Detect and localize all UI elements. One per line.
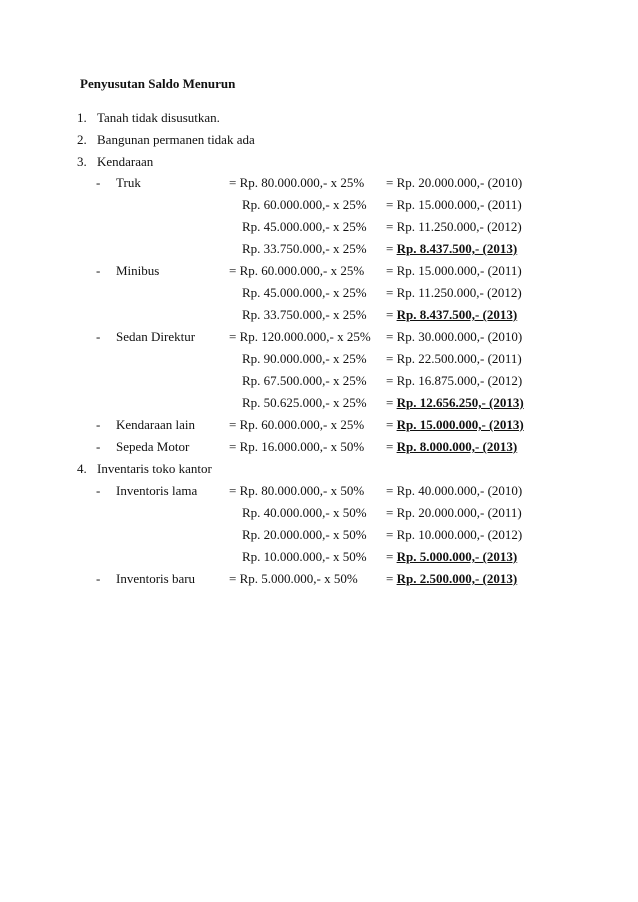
depreciation-formula: = Rp. 120.000.000,- x 25% [229, 329, 371, 344]
depreciation-result: = Rp. 10.000.000,- (2012) [386, 527, 523, 542]
depreciation-row [0, 525, 638, 545]
item-text: Bangunan permanen tidak ada [97, 132, 255, 147]
list-item-1 [0, 108, 638, 128]
depreciation-formula: Rp. 20.000.000,- x 50% [242, 527, 367, 542]
result-value: Rp. 5.000.000,- (2013) [396, 549, 518, 564]
item-text: Tanah tidak disusutkan. [97, 110, 220, 125]
item-number: 4. [77, 461, 87, 476]
depreciation-formula: Rp. 60.000.000,- x 25% [242, 197, 367, 212]
asset-name: Truk [116, 175, 141, 190]
asset-name: Inventoris lama [116, 483, 198, 498]
depreciation-row [0, 327, 638, 347]
result-equals: = [386, 549, 397, 564]
result-value: Rp. 8.437.500,- (2013) [396, 307, 518, 322]
asset-name: Inventoris baru [116, 571, 196, 586]
item-text: Kendaraan [97, 154, 154, 169]
result-value: Rp. 12.656.250,- (2013) [396, 395, 524, 410]
row-bullet: - [96, 263, 101, 278]
result-equals: = [386, 307, 397, 322]
depreciation-row [0, 349, 638, 369]
depreciation-row [0, 217, 638, 237]
item-number: 1. [77, 110, 87, 125]
depreciation-result: = Rp. 22.500.000,- (2011) [386, 351, 522, 366]
list-item-2 [0, 130, 638, 150]
depreciation-row [0, 437, 638, 457]
depreciation-formula: Rp. 50.625.000,- x 25% [242, 395, 367, 410]
row-bullet: - [96, 439, 101, 454]
row-bullet: - [96, 175, 101, 190]
asset-name: Kendaraan lain [116, 417, 196, 432]
depreciation-row [0, 503, 638, 523]
depreciation-formula: Rp. 45.000.000,- x 25% [242, 219, 367, 234]
depreciation-result: = Rp. 16.875.000,- (2012) [386, 373, 523, 388]
depreciation-row [0, 305, 638, 325]
item-text: Inventaris toko kantor [97, 461, 212, 476]
result-equals: = [386, 241, 397, 256]
document-title: Penyusutan Saldo Menurun [80, 76, 236, 91]
depreciation-formula: = Rp. 16.000.000,- x 50% [229, 439, 365, 454]
depreciation-result [386, 305, 517, 325]
depreciation-formula: Rp. 33.750.000,- x 25% [242, 241, 367, 256]
depreciation-row [0, 195, 638, 215]
depreciation-row [0, 261, 638, 281]
result-equals: = [386, 417, 397, 432]
result-equals: = [386, 395, 397, 410]
depreciation-row [0, 173, 638, 193]
result-value: Rp. 15.000.000,- (2013) [396, 417, 524, 432]
depreciation-formula: Rp. 40.000.000,- x 50% [242, 505, 367, 520]
row-bullet: - [96, 571, 101, 586]
result-equals: = [386, 571, 397, 586]
depreciation-row [0, 415, 638, 435]
depreciation-row [0, 481, 638, 501]
depreciation-result [386, 239, 517, 259]
depreciation-result [386, 393, 524, 413]
result-value: Rp. 8.437.500,- (2013) [396, 241, 518, 256]
depreciation-formula: Rp. 45.000.000,- x 25% [242, 285, 367, 300]
asset-name: Minibus [116, 263, 160, 278]
depreciation-row [0, 547, 638, 567]
depreciation-result: = Rp. 40.000.000,- (2010) [386, 483, 523, 498]
depreciation-result [386, 569, 517, 589]
depreciation-row [0, 371, 638, 391]
depreciation-result: = Rp. 15.000.000,- (2011) [386, 263, 522, 278]
depreciation-formula: Rp. 90.000.000,- x 25% [242, 351, 367, 366]
list-item-3 [0, 152, 638, 172]
depreciation-row [0, 283, 638, 303]
depreciation-result: = Rp. 20.000.000,- (2011) [386, 505, 522, 520]
item-number: 2. [77, 132, 87, 147]
asset-name: Sepeda Motor [116, 439, 190, 454]
depreciation-row [0, 393, 638, 413]
depreciation-formula: = Rp. 5.000.000,- x 50% [229, 571, 358, 586]
depreciation-formula: = Rp. 60.000.000,- x 25% [229, 263, 365, 278]
asset-name: Sedan Direktur [116, 329, 196, 344]
row-bullet: - [96, 417, 101, 432]
result-equals: = [386, 439, 397, 454]
row-bullet: - [96, 483, 101, 498]
depreciation-formula: = Rp. 60.000.000,- x 25% [229, 417, 365, 432]
depreciation-formula: = Rp. 80.000.000,- x 50% [229, 483, 365, 498]
depreciation-result: = Rp. 15.000.000,- (2011) [386, 197, 522, 212]
row-bullet: - [96, 329, 101, 344]
depreciation-formula: Rp. 67.500.000,- x 25% [242, 373, 367, 388]
list-item-4 [0, 459, 638, 479]
depreciation-result: = Rp. 20.000.000,- (2010) [386, 175, 523, 190]
depreciation-result: = Rp. 11.250.000,- (2012) [386, 219, 522, 234]
result-value: Rp. 2.500.000,- (2013) [396, 571, 518, 586]
depreciation-row [0, 239, 638, 259]
depreciation-formula: = Rp. 80.000.000,- x 25% [229, 175, 365, 190]
depreciation-formula: Rp. 33.750.000,- x 25% [242, 307, 367, 322]
item-number: 3. [77, 154, 87, 169]
depreciation-row [0, 569, 638, 589]
depreciation-result [386, 415, 524, 435]
depreciation-result: = Rp. 30.000.000,- (2010) [386, 329, 523, 344]
depreciation-formula: Rp. 10.000.000,- x 50% [242, 549, 367, 564]
depreciation-result [386, 547, 517, 567]
depreciation-result [386, 437, 517, 457]
result-value: Rp. 8.000.000,- (2013) [396, 439, 518, 454]
depreciation-result: = Rp. 11.250.000,- (2012) [386, 285, 522, 300]
